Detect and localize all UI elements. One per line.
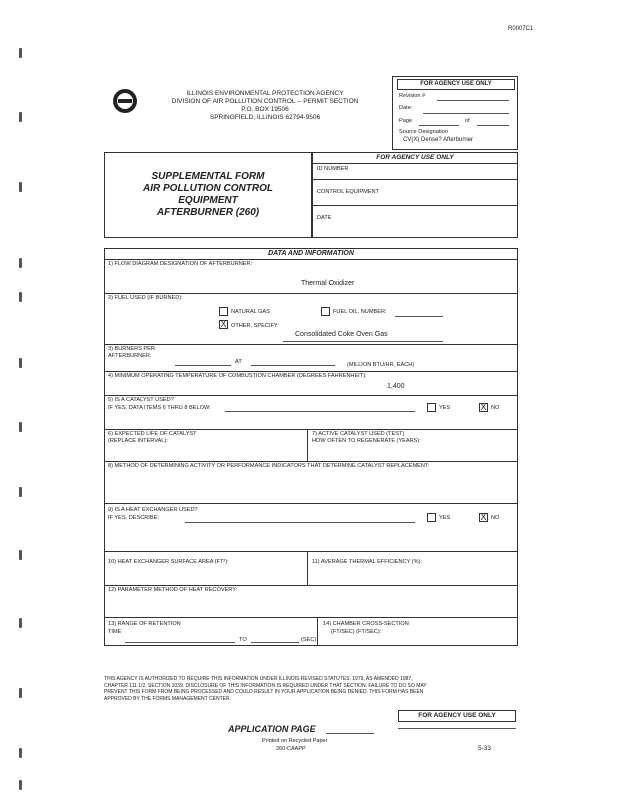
form-title-line-4: AFTERBURNER (260) xyxy=(156,207,260,218)
q9-label-2: IF YES, DESCRIBE: xyxy=(108,515,159,521)
form-number: 260-CAAPP xyxy=(276,746,306,752)
revision-label: Revision # xyxy=(399,93,426,99)
heat-exchanger-no-checkbox[interactable]: X xyxy=(480,512,487,522)
agency-line-2: DIVISION OF AIR POLLUTION CONTROL -- PERMIT SECTION xyxy=(171,98,359,105)
fuel-oil-label: FUEL OIL, NUMBER: xyxy=(333,309,387,315)
q11-label: 11) AVERAGE THERMAL EFFICIENCY (%): xyxy=(312,559,423,565)
agency-seal xyxy=(112,88,138,114)
legal-line-2: CHAPTER 111 1/2, SECTION 1039. DISCLOSURE OF THIS INFORMATION IS REQUIRED UNDER THAT SECTION. FAILURE TO DO SO MAY xyxy=(104,682,427,689)
form-title-line-3: EQUIPMENT xyxy=(178,195,238,206)
agency-header xyxy=(140,90,390,122)
q7-label-2: HOW OFTEN TO REGENERATE (YEARS): xyxy=(312,438,421,444)
q3-label-2: AFTERBURNER: xyxy=(108,353,152,359)
q6-label-1: 6) EXPECTED LIFE OF CATALYST xyxy=(108,431,197,437)
legal-line-3: PREVENT THIS FORM FROM BEING PROCESSED AND COULD RESULT IN YOUR APPLICATION BEING DENIED. THIS FORM HAS BEEN xyxy=(104,689,424,695)
q4-label: 4) MINIMUM OPERATING TEMPERATURE OF COMBUSTION CHAMBER (DEGREES FAHRENHEIT): xyxy=(108,373,367,379)
q6-label-2: (REPLACE INTERVAL): xyxy=(108,438,168,444)
agency-use-bottom-box: FOR AGENCY USE ONLY xyxy=(398,710,516,722)
q13-label-2: TIME xyxy=(108,629,122,635)
other-fuel-value[interactable]: Consolidated Coke Oven Gas xyxy=(295,331,388,338)
page-label: Page xyxy=(399,118,413,124)
catalyst-no-label: NO xyxy=(491,405,500,411)
q1-value[interactable]: Thermal Oxidizer xyxy=(301,280,355,287)
q9-label-1: 9) IS A HEAT EXCHANGER USED? xyxy=(108,507,198,513)
natural-gas-label: NATURAL GAS xyxy=(231,309,270,315)
source-designation-value: CV(X) Dense? Afterburner xyxy=(403,137,474,143)
agency-line-3: P.O. BOX 19506 xyxy=(241,106,289,113)
q3-label-1: 3) BURNERS PER xyxy=(108,346,155,352)
natural-gas-checkbox[interactable] xyxy=(219,307,228,316)
q1-label: 1) FLOW DIAGRAM DESIGNATION OF AFTERBURNER: xyxy=(108,261,253,267)
date-label: Date: xyxy=(399,105,413,111)
q2-label: 2) FUEL USED (IF BURNED): xyxy=(108,295,183,301)
mid-date-label: DATE xyxy=(317,215,332,221)
form-title xyxy=(105,171,311,219)
q4-value[interactable]: 1,400 xyxy=(387,383,405,390)
q14-label-2: (FT/SEC) (FT/SEC): xyxy=(331,629,382,635)
q13-to: TO xyxy=(239,637,247,643)
doc-code: R0007C1 xyxy=(508,26,534,32)
legal-line-1: THIS AGENCY IS AUTHORIZED TO REQUIRE THIS INFORMATION UNDER ILLINOIS REVISED STATUTES, 1979, AS AMENDED 1987, xyxy=(104,676,413,682)
q3-unit: (MILLION BTU/HR, EACH) xyxy=(347,362,415,368)
q5-label-2: IF YES, DATA ITEMS 6 THRU 8 BELOW: xyxy=(108,405,211,411)
legal-line-4: APPROVED BY THE FORMS MANAGEMENT CENTER. xyxy=(104,695,231,702)
heat-exchanger-no-label: NO xyxy=(491,515,500,521)
q5-label-1: 5) IS A CATALYST USED? xyxy=(108,397,174,403)
catalyst-yes-checkbox[interactable] xyxy=(427,403,436,412)
other-fuel-checkbox[interactable]: X xyxy=(220,319,227,329)
agency-line-1: ILLINOIS ENVIRONMENTAL PROTECTION AGENCY xyxy=(186,90,344,97)
agency-use-mid-title: FOR AGENCY USE ONLY xyxy=(313,153,517,164)
q3-at: AT xyxy=(235,359,242,365)
q13-unit: (SEC) xyxy=(301,637,317,643)
q10-label: 10) HEAT EXCHANGER SURFACE AREA (FT²): xyxy=(108,559,229,565)
form-title-line-1: SUPPLEMENTAL FORM xyxy=(151,171,265,182)
agency-use-top-box xyxy=(392,76,518,150)
form-title-box xyxy=(104,152,312,238)
catalyst-no-checkbox[interactable]: X xyxy=(480,402,487,412)
page-number: 5-33 xyxy=(478,745,492,752)
form-title-line-2: AIR POLLUTION CONTROL xyxy=(143,183,273,194)
printed-on-recycled: Printed on Recycled Paper xyxy=(262,738,328,744)
q14-label-1: 14) CHAMBER CROSS-SECTION xyxy=(323,621,409,627)
heat-exchanger-yes-label: YES xyxy=(439,515,451,521)
data-section-title: DATA AND INFORMATION xyxy=(268,250,354,257)
data-section xyxy=(104,248,518,646)
other-fuel-label: OTHER, SPECIFY: xyxy=(231,323,279,329)
source-designation-label: Source Designation xyxy=(399,129,448,135)
q13-label-1: 13) RANGE OF RETENTION xyxy=(108,621,181,627)
heat-exchanger-yes-checkbox[interactable] xyxy=(427,513,436,522)
id-number-label: ID NUMBER xyxy=(317,166,349,172)
agency-use-top-title: FOR AGENCY USE ONLY xyxy=(397,79,515,90)
catalyst-yes-label: YES xyxy=(439,405,451,411)
agency-line-4: SPRINGFIELD, ILLINOIS 62794-9506 xyxy=(209,114,321,121)
legal-notice xyxy=(104,676,518,702)
control-equipment-label: CONTROL EQUIPMENT xyxy=(317,189,379,195)
agency-use-mid-box xyxy=(312,152,518,238)
q7-label-1: 7) ACTIVE CATALYST USED (TEST) xyxy=(312,431,405,437)
page-of-label: of xyxy=(465,118,470,124)
application-page-label: APPLICATION PAGE xyxy=(228,724,316,734)
fuel-oil-checkbox[interactable] xyxy=(321,307,330,316)
q8-label: 8) METHOD OF DETERMINING ACTIVITY OR PERFORMANCE INDICATORS THAT DETERMINE CATALYST REPLACEMENT: xyxy=(108,463,430,469)
q12-label: 12) PARAMETER METHOD OF HEAT RECOVERY: xyxy=(108,587,238,593)
